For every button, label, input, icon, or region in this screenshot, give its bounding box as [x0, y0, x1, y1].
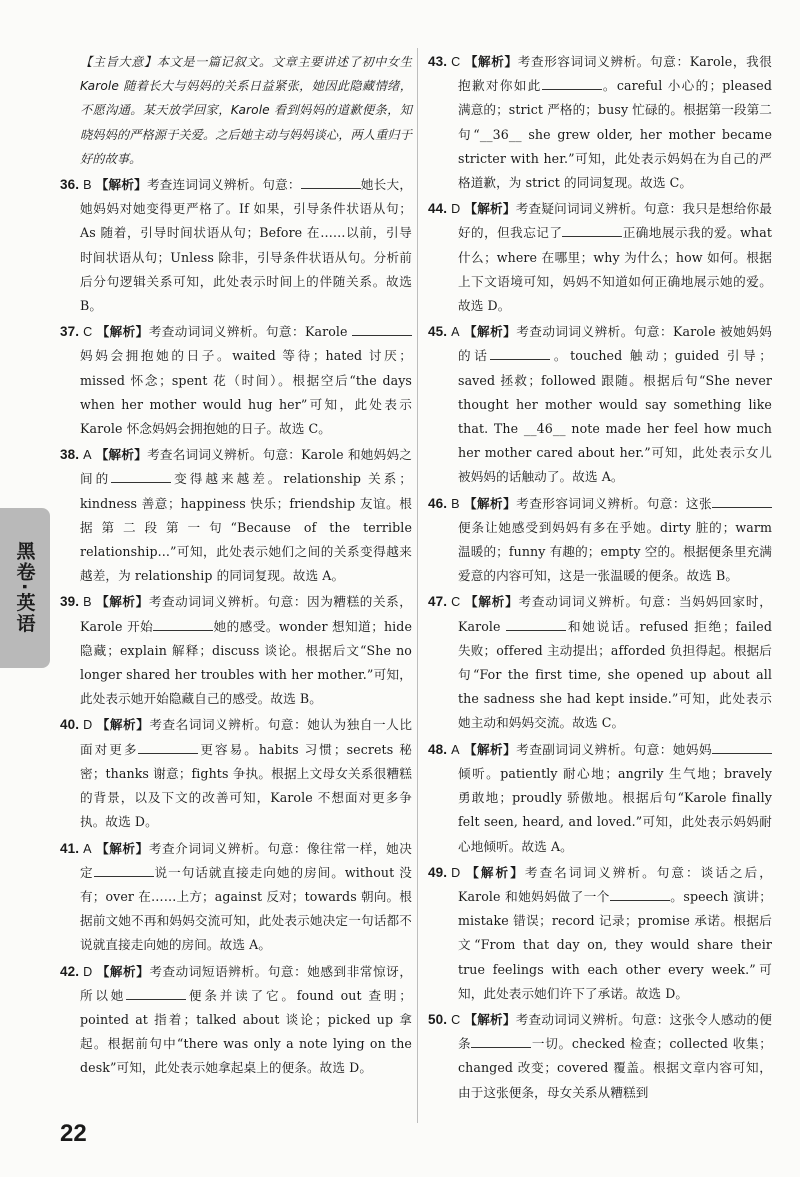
- analysis-tag: 【解析】: [463, 741, 517, 757]
- analysis-tag: 【解析】: [463, 324, 517, 340]
- explanation-text: 考查动词短语辨析。句意：她感到非常惊讶，所以她: [80, 963, 413, 1003]
- explanation-text: 妈妈会拥抱她的日子。waited 等待；hated 讨厌；missed 怀念；spent 花（时间）。根据空后“the days when her mother would hug her”可知，此处表示 Karole 怀念妈妈会拥抱她的日子。故选 C。: [80, 348, 412, 437]
- answer-42: [60, 960, 413, 1081]
- explanation-text: 考查形容词词义辨析。句意：这张: [516, 495, 713, 511]
- analysis-tag: 【解析】: [95, 594, 149, 610]
- answer-blank: [610, 888, 670, 901]
- answer-47: [428, 590, 772, 735]
- answer-letter: C: [451, 595, 461, 610]
- question-number: 40.: [60, 717, 80, 733]
- analysis-tag: 【解析】: [464, 54, 518, 69]
- explanation-text: 考查连词词义辨析。句意：: [146, 177, 301, 193]
- answer-41: [60, 837, 413, 958]
- answer-letter: B: [83, 178, 92, 193]
- answer-letter: A: [83, 841, 92, 856]
- side-tab-label: 黑卷·英语: [13, 541, 36, 635]
- question-number: 37.: [60, 324, 80, 340]
- analysis-tag: 【解析】: [464, 1011, 516, 1027]
- explanation-text: 更容易。habits 习惯；secrets 秘密；thanks 谢意；fights 争执。根据上文母女关系很糟糕的背景，以及下文的改善可知，Karole 不想面对更多争执。故选 D。: [80, 741, 412, 830]
- question-number: 39.: [60, 594, 80, 610]
- analysis-tag: 【解析】: [96, 963, 150, 979]
- answer-blank: [301, 176, 361, 189]
- answer-letter: C: [83, 325, 93, 340]
- question-number: 46.: [428, 495, 448, 511]
- analysis-tag: 【解析】: [95, 840, 149, 856]
- answer-blank: [111, 470, 171, 483]
- answer-blank: [352, 323, 412, 336]
- answer-blank: [490, 347, 550, 360]
- explanation-text: 考查名词词义辨析。句意：Karole 和她妈妈之间的: [80, 447, 413, 487]
- explanation-text: 变得越来越差。relationship 关系；kindness 善意；happiness 快乐；friendship 友谊。根据第二段第一句“Because of the terrible relationship...”可知，此处表示她们之间的关系变得越来越差，为 relationship 的同词复现。故选 A。: [80, 471, 413, 584]
- explanation-text: 她的感受。wonder 想知道；hide 隐藏；explain 解释；discuss 谈论。根据后文“She no longer shared her troubles with her mother.”可知，此处表示她开始隐藏自己的感受。故选 B。: [80, 618, 413, 707]
- explanation-text: 考查动词词义辨析。句意：Karole: [148, 324, 352, 340]
- explanation-text: 正确地展示我的爱。what 什么；where 在哪里；why 为什么；how 如何。根据上下文语境可知，妈妈不知道如何正确地展示她的爱。故选 D。: [458, 225, 772, 314]
- explanation-text: 便条并读了它。found out 查明；pointed at 指着；talked about 谈论；picked up 拿起。根据前句中“there was only a note lying on the desk”可知，此处表示她拿起桌上的便条。故选 D。: [80, 987, 412, 1076]
- explanation-text: 。touched 触动；guided 引导；saved 拯救；followed 跟随。根据后句“She never thought her mother would say something like that. The __46__ note made her feel how much her mother cared about her.”可知，此处表示女儿被妈妈的话触动了。故选 A。: [458, 348, 773, 485]
- subject-side-tab: [0, 508, 50, 668]
- answer-blank: [506, 618, 566, 631]
- question-number: 38.: [60, 447, 80, 463]
- explanation-text: 考查动词词义辨析。句意：这张令人感动的便条: [458, 1011, 773, 1052]
- answer-37: [60, 320, 412, 441]
- analysis-tag: 【解析】: [95, 447, 148, 463]
- explanation-text: 她长大，她妈妈对她变得更严格了。If 如果，引导条件状语从句；As 随着，引导时间状语从句；Before 在……以前，引导时间状语从句；Unless 除非，引导条件状语从句。分析前后分句逻辑关系可知，此处表示时间上的伴随关系。故选 B。: [80, 177, 413, 314]
- question-number: 42.: [60, 963, 80, 979]
- answer-letter: C: [451, 55, 461, 69]
- explanation-text: 考查形容词词义辨析。句意：Karole，我很抱歉对你如此: [458, 54, 772, 94]
- explanation-text: 便条让她感受到妈妈有多在乎她。dirty 脏的；warm 温暖的；funny 有趣的；empty 空的。根据便条里充满爱意的内容可知，这是一张温暖的便条。故选 B。: [458, 519, 772, 584]
- answer-letter: B: [451, 496, 460, 511]
- answer-38: [60, 443, 413, 588]
- explanation-text: 考查介词词义辨析。句意：像往常一样，她决定: [80, 840, 413, 880]
- answer-letter: D: [451, 202, 461, 217]
- page-number: 22: [60, 1120, 87, 1147]
- answer-36: [60, 173, 413, 318]
- answer-blank: [562, 224, 622, 237]
- answer-blank: [542, 77, 602, 90]
- explanation-text: 一切。checked 检查；collected 收集；changed 改变；covered 覆盖。根据文章内容可知，由于这张便条，母女关系从糟糕到: [458, 1036, 773, 1100]
- explanation-text: 。speech 演讲；mistake 错误；record 记录；promise 承诺。根据后文“From that day on, they would share their true feelings with each other every week.”可知，此处表示她们许下了承诺。故选 D。: [458, 888, 772, 1001]
- answer-44: [428, 197, 772, 318]
- question-number: 36.: [60, 177, 80, 193]
- explanation-text: 。careful 小心的；pleased 满意的；strict 严格的；busy 忙碌的。根据第一段第二句“__36__ she grew older, her mother became stricter with her.”可知，此处表示妈妈在为自己的严格道歉，为 strict 的同词复现。故选 C。: [458, 78, 772, 191]
- explanation-text: 倾听。patiently 耐心地；angrily 生气地；bravely 勇敢地；proudly 骄傲地。根据后句“Karole finally felt seen, heard, and loved.”可知，此处表示妈妈耐心地倾听。故选 A。: [458, 765, 772, 854]
- analysis-tag: 【解析】: [463, 495, 517, 511]
- answer-blank: [471, 1035, 531, 1048]
- explanation-text: 考查动词词义辨析。句意：当妈妈回家时，Karole: [458, 594, 772, 634]
- answer-46: [428, 492, 772, 589]
- answer-letter: C: [451, 1012, 461, 1027]
- answer-48: [428, 738, 772, 859]
- explanation-text: 说一句话就直接走向她的房间。without 没有；over 在……上方；against 反对；towards 朝向。根据前文她不再和妈妈交流可知，此处表示她决定一句话都不说就直接走向她的房间。故选 A。: [80, 864, 412, 953]
- question-number: 43.: [428, 54, 448, 69]
- analysis-tag: 【解析】: [95, 177, 147, 193]
- answer-blank: [712, 495, 772, 508]
- answer-letter: D: [83, 964, 93, 979]
- answer-49: [428, 861, 772, 1006]
- analysis-tag: 【解析】: [96, 324, 149, 340]
- answer-letter: D: [451, 865, 461, 880]
- answer-blank: [712, 741, 772, 754]
- question-number: 44.: [428, 201, 448, 217]
- explanation-text: 考查动词词义辨析。句意：因为糟糕的关系，Karole 开始: [80, 594, 413, 634]
- right-column: [428, 50, 772, 1107]
- question-number: 49.: [428, 864, 448, 880]
- question-number: 50.: [428, 1011, 448, 1027]
- question-number: 45.: [428, 324, 448, 340]
- analysis-tag: 【解析】: [96, 717, 150, 733]
- answer-blank: [126, 987, 186, 1000]
- answer-40: [60, 713, 413, 834]
- answer-50: [428, 1008, 772, 1105]
- answer-39: [60, 590, 413, 711]
- explanation-text: 考查疑问词词义辨析。句意：我只是想给你最好的，但我忘记了: [458, 201, 773, 241]
- answer-blank: [138, 741, 198, 754]
- analysis-tag: 【解析】: [464, 864, 525, 880]
- explanation-text: 考查名词词义辨析。句意：谈话之后，Karole 和她妈妈做了一个: [458, 864, 772, 904]
- answer-45: [428, 320, 772, 489]
- analysis-tag: 【解析】: [464, 201, 516, 217]
- answer-letter: A: [451, 742, 460, 757]
- explanation-text: 考查副词词义辨析。句意：她妈妈: [516, 741, 713, 757]
- answer-43: [428, 50, 772, 195]
- main-idea-paragraph: 【主旨大意】本文是一篇记叙文。文章主要讲述了初中女生 Karole 随着长大与妈妈的关系日益紧张，她因此隐藏情绪，不愿沟通。某天放学回家，Karole 看到妈妈的道歉便条，知晓妈妈的严格源于关爱。之后她主动与妈妈谈心，两人重归于好的故事。: [80, 55, 412, 166]
- explanation-text: 和她说话。refused 拒绝；failed 失败；offered 主动提出；afforded 负担得起。根据后句“For the first time, she opened up about all the sadness she had kept inside.”可知，此处表示她主动和妈妈交流。故选 C。: [458, 618, 772, 731]
- analysis-tag: 【解析】: [464, 594, 519, 610]
- answer-letter: A: [83, 448, 92, 463]
- question-number: 41.: [60, 840, 80, 856]
- question-number: 48.: [428, 741, 448, 757]
- answer-blank: [153, 618, 213, 631]
- answer-letter: A: [451, 325, 460, 340]
- answer-letter: B: [83, 595, 92, 610]
- explanation-text: 考查动词词义辨析。句意：Karole 被她妈妈的话: [458, 324, 772, 364]
- left-column: [60, 50, 413, 1083]
- column-divider: [417, 48, 418, 1123]
- question-number: 47.: [428, 594, 448, 610]
- answer-letter: D: [83, 718, 93, 733]
- answer-blank: [94, 864, 154, 877]
- explanation-text: 考查名词词义辨析。句意：她认为独自一人比面对更多: [80, 717, 413, 757]
